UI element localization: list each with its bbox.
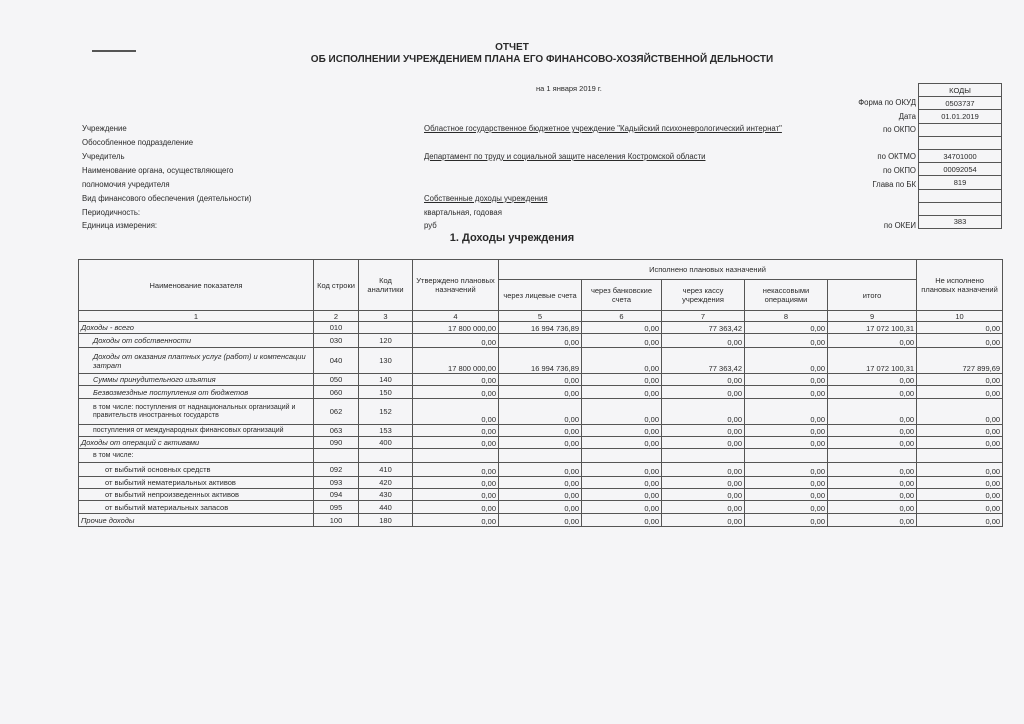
okei-code: 383	[919, 215, 1002, 228]
row-value-v4: 0,00	[413, 425, 499, 437]
row-value-v10: 0,00	[917, 463, 1003, 477]
row-name: от выбытий непроизведенных активов	[79, 489, 314, 501]
row-value-v5	[499, 449, 582, 463]
period-label: Периодичность:	[82, 208, 141, 217]
row-value-v6: 0,00	[582, 477, 662, 489]
row-value-v9	[828, 449, 917, 463]
row-value-v9: 0,00	[828, 399, 917, 425]
column-number: 2	[314, 311, 359, 322]
row-code	[314, 449, 359, 463]
table-row	[79, 463, 1003, 477]
row-value-v5: 0,00	[499, 477, 582, 489]
row-analytics: 440	[359, 501, 413, 514]
row-name: поступления от международных финансовых организаций	[79, 425, 314, 437]
row-value-v10	[917, 449, 1003, 463]
row-value-v6: 0,00	[582, 437, 662, 449]
row-value-v4: 0,00	[413, 374, 499, 386]
row-value-v8: 0,00	[745, 514, 828, 527]
row-code: 040	[314, 348, 359, 374]
row-value-v5: 16 994 736,89	[499, 348, 582, 374]
row-value-v10: 0,00	[917, 477, 1003, 489]
table-row	[79, 501, 1003, 514]
row-name: от выбытий материальных запасов	[79, 501, 314, 514]
row-analytics	[359, 322, 413, 334]
row-value-v6: 0,00	[582, 334, 662, 348]
row-value-v8: 0,00	[745, 348, 828, 374]
row-analytics: 420	[359, 477, 413, 489]
row-value-v10: 0,00	[917, 334, 1003, 348]
row-value-v4: 0,00	[413, 437, 499, 449]
empty-code	[919, 202, 1002, 215]
row-analytics: 152	[359, 399, 413, 425]
row-value-v8: 0,00	[745, 489, 828, 501]
row-value-v5: 16 994 736,89	[499, 322, 582, 334]
row-value-v4: 0,00	[413, 399, 499, 425]
row-name: Доходы от оказания платных услуг (работ) и компенсации затрат	[79, 348, 314, 374]
column-number: 9	[828, 311, 917, 322]
empty-code	[919, 136, 1002, 149]
row-value-v9: 0,00	[828, 463, 917, 477]
table-row	[79, 514, 1003, 527]
row-value-v10: 0,00	[917, 489, 1003, 501]
row-value-v6: 0,00	[582, 501, 662, 514]
row-value-v5: 0,00	[499, 514, 582, 527]
row-name: Безвозмездные поступления от бюджетов	[79, 386, 314, 399]
row-value-v10: 0,00	[917, 399, 1003, 425]
row-value-v8: 0,00	[745, 399, 828, 425]
row-value-v7: 0,00	[662, 477, 745, 489]
col-cash: через кассу учреждения	[662, 280, 745, 311]
section-title: 1. Доходы учреждения	[449, 232, 575, 244]
report-title: ОТЧЕТ	[495, 42, 529, 53]
row-value-v8: 0,00	[745, 437, 828, 449]
row-value-v8: 0,00	[745, 463, 828, 477]
row-value-v7: 0,00	[662, 489, 745, 501]
institution-value: Областное государственное бюджетное учреждение "Кадыйский психоневрологический интернат"	[424, 124, 782, 133]
row-code: 030	[314, 334, 359, 348]
empty-code	[919, 189, 1002, 202]
row-value-v10: 0,00	[917, 374, 1003, 386]
row-code: 063	[314, 425, 359, 437]
col-code: Код строки	[314, 260, 359, 311]
row-value-v8: 0,00	[745, 334, 828, 348]
row-analytics: 410	[359, 463, 413, 477]
table-row	[79, 322, 1003, 334]
col-noncash: некассовыми операциями	[745, 280, 828, 311]
unit-label: Единица измерения:	[82, 221, 158, 230]
date-code: 01.01.2019	[919, 110, 1002, 123]
row-value-v6: 0,00	[582, 425, 662, 437]
row-value-v5: 0,00	[499, 425, 582, 437]
row-name: Доходы от собственности	[79, 334, 314, 348]
column-number: 1	[79, 311, 314, 322]
row-name: в том числе: поступления от наднациональных организаций и правительств иностранных государств	[79, 399, 314, 425]
row-name: Доходы - всего	[79, 322, 314, 334]
column-number: 10	[917, 311, 1003, 322]
table-row	[79, 334, 1003, 348]
row-value-v9: 0,00	[828, 514, 917, 527]
row-value-v7: 0,00	[662, 374, 745, 386]
row-analytics: 130	[359, 348, 413, 374]
unit-value: руб	[424, 221, 437, 230]
row-value-v7: 0,00	[662, 386, 745, 399]
row-name: Доходы от операций с активами	[79, 437, 314, 449]
row-value-v7: 77 363,42	[662, 348, 745, 374]
row-value-v10: 0,00	[917, 425, 1003, 437]
income-table	[78, 259, 1003, 527]
column-number: 4	[413, 311, 499, 322]
row-value-v9: 0,00	[828, 425, 917, 437]
row-value-v4	[413, 449, 499, 463]
row-value-v4: 0,00	[413, 386, 499, 399]
row-value-v4: 17 800 000,00	[413, 322, 499, 334]
row-value-v5: 0,00	[499, 463, 582, 477]
row-name: от выбытий нематериальных активов	[79, 477, 314, 489]
row-code: 095	[314, 501, 359, 514]
row-code: 092	[314, 463, 359, 477]
row-analytics: 400	[359, 437, 413, 449]
institution-label: Учреждение	[82, 124, 127, 133]
row-value-v4: 0,00	[413, 334, 499, 348]
row-name: Суммы принудительного изъятия	[79, 374, 314, 386]
row-value-v9: 0,00	[828, 437, 917, 449]
codes-table	[918, 83, 1002, 229]
row-value-v5: 0,00	[499, 437, 582, 449]
table-row	[79, 425, 1003, 437]
table-row	[79, 399, 1003, 425]
col-bank: через банковские счета	[582, 280, 662, 311]
row-value-v8: 0,00	[745, 374, 828, 386]
row-value-v9: 0,00	[828, 501, 917, 514]
okpo-code	[919, 123, 1002, 136]
row-value-v8: 0,00	[745, 501, 828, 514]
row-value-v6	[582, 449, 662, 463]
okud-code: 0503737	[919, 97, 1002, 110]
row-value-v9: 0,00	[828, 386, 917, 399]
row-analytics: 180	[359, 514, 413, 527]
row-value-v6: 0,00	[582, 386, 662, 399]
row-value-v7: 0,00	[662, 425, 745, 437]
row-value-v6: 0,00	[582, 399, 662, 425]
row-value-v5: 0,00	[499, 399, 582, 425]
row-value-v8: 0,00	[745, 425, 828, 437]
row-value-v6: 0,00	[582, 489, 662, 501]
row-value-v8: 0,00	[745, 386, 828, 399]
row-code: 100	[314, 514, 359, 527]
row-value-v9: 0,00	[828, 489, 917, 501]
table-row	[79, 437, 1003, 449]
okpo-label: по ОКПО	[883, 125, 916, 134]
row-value-v10: 0,00	[917, 386, 1003, 399]
row-name: от выбытий основных средств	[79, 463, 314, 477]
col-approved: Утверждено плановых назначений	[413, 260, 499, 311]
row-analytics: 153	[359, 425, 413, 437]
row-value-v7: 0,00	[662, 399, 745, 425]
table-row	[79, 374, 1003, 386]
col-personal: через лицевые счета	[499, 280, 582, 311]
row-code: 062	[314, 399, 359, 425]
row-value-v5: 0,00	[499, 489, 582, 501]
column-number: 3	[359, 311, 413, 322]
col-exec-group: Исполнено плановых назначений	[499, 260, 917, 280]
row-code: 010	[314, 322, 359, 334]
row-value-v7: 0,00	[662, 514, 745, 527]
row-value-v4: 0,00	[413, 477, 499, 489]
row-name: в том числе:	[79, 449, 314, 463]
row-value-v10: 0,00	[917, 514, 1003, 527]
date-label: Дата	[898, 112, 916, 121]
authority-label-2: полномочия учредителя	[82, 180, 170, 189]
oktmo-label: по ОКТМО	[877, 152, 916, 161]
period-value: квартальная, годовая	[424, 208, 502, 217]
row-value-v9: 17 072 100,31	[828, 348, 917, 374]
row-value-v9: 17 072 100,31	[828, 322, 917, 334]
row-value-v7: 0,00	[662, 334, 745, 348]
row-value-v5: 0,00	[499, 501, 582, 514]
row-value-v5: 0,00	[499, 334, 582, 348]
row-value-v9: 0,00	[828, 374, 917, 386]
row-value-v9: 0,00	[828, 334, 917, 348]
table-row	[79, 477, 1003, 489]
table-row	[79, 348, 1003, 374]
column-number: 7	[662, 311, 745, 322]
col-total: итого	[828, 280, 917, 311]
col-analytics: Код аналитики	[359, 260, 413, 311]
row-value-v9: 0,00	[828, 477, 917, 489]
row-value-v7	[662, 449, 745, 463]
okei-label: по ОКЕИ	[883, 221, 916, 230]
oktmo-code: 34701000	[919, 149, 1002, 162]
row-analytics: 120	[359, 334, 413, 348]
row-value-v5: 0,00	[499, 386, 582, 399]
column-number: 8	[745, 311, 828, 322]
row-value-v6: 0,00	[582, 514, 662, 527]
row-code: 050	[314, 374, 359, 386]
row-value-v7: 0,00	[662, 437, 745, 449]
row-value-v4: 0,00	[413, 463, 499, 477]
row-value-v6: 0,00	[582, 348, 662, 374]
row-value-v10: 727 899,69	[917, 348, 1003, 374]
row-value-v6: 0,00	[582, 322, 662, 334]
row-value-v4: 0,00	[413, 489, 499, 501]
row-value-v6: 0,00	[582, 374, 662, 386]
row-code: 090	[314, 437, 359, 449]
row-value-v7: 77 363,42	[662, 322, 745, 334]
row-value-v8	[745, 449, 828, 463]
column-number-row	[79, 311, 1003, 322]
row-value-v7: 0,00	[662, 463, 745, 477]
subdivision-label: Обособленное подразделение	[82, 138, 194, 147]
row-value-v8: 0,00	[745, 477, 828, 489]
row-analytics: 430	[359, 489, 413, 501]
okpo2-code: 00092054	[919, 163, 1002, 176]
finance-value: Собственные доходы учреждения	[424, 194, 548, 203]
row-value-v4: 17 800 000,00	[413, 348, 499, 374]
column-number: 6	[582, 311, 662, 322]
row-value-v7: 0,00	[662, 501, 745, 514]
row-value-v6: 0,00	[582, 463, 662, 477]
col-name: Наименование показателя	[79, 260, 314, 311]
authority-label-1: Наименование органа, осуществляющего	[82, 166, 234, 175]
row-value-v10: 0,00	[917, 501, 1003, 514]
row-value-v10: 0,00	[917, 437, 1003, 449]
report-date: на 1 января 2019 г.	[536, 84, 602, 93]
codes-header: КОДЫ	[919, 84, 1002, 97]
bk-code: 819	[919, 176, 1002, 189]
row-value-v8: 0,00	[745, 322, 828, 334]
col-not-exec: Не исполнено плановых назначений	[917, 260, 1003, 311]
row-name: Прочие доходы	[79, 514, 314, 527]
founder-label: Учредитель	[82, 152, 125, 161]
row-value-v4: 0,00	[413, 514, 499, 527]
row-value-v10: 0,00	[917, 322, 1003, 334]
row-code: 094	[314, 489, 359, 501]
row-analytics	[359, 449, 413, 463]
report-subtitle: ОБ ИСПОЛНЕНИИ УЧРЕЖДЕНИЕМ ПЛАНА ЕГО ФИНАНСОВО-ХОЗЯЙСТВЕННОЙ ДЕЛЬНОСТИ	[310, 54, 774, 65]
row-analytics: 140	[359, 374, 413, 386]
row-code: 060	[314, 386, 359, 399]
finance-label: Вид финансового обеспечения (деятельности)	[82, 194, 252, 203]
okud-label: Форма по ОКУД	[858, 98, 916, 107]
founder-value: Департамент по труду и социальной защите населения Костромской области	[424, 152, 706, 161]
table-row	[79, 449, 1003, 463]
row-value-v4: 0,00	[413, 501, 499, 514]
row-code: 093	[314, 477, 359, 489]
okpo2-label: по ОКПО	[883, 166, 916, 175]
row-analytics: 150	[359, 386, 413, 399]
row-value-v5: 0,00	[499, 374, 582, 386]
table-row	[79, 489, 1003, 501]
table-row	[79, 386, 1003, 399]
column-number: 5	[499, 311, 582, 322]
bk-label: Глава по БК	[872, 180, 916, 189]
